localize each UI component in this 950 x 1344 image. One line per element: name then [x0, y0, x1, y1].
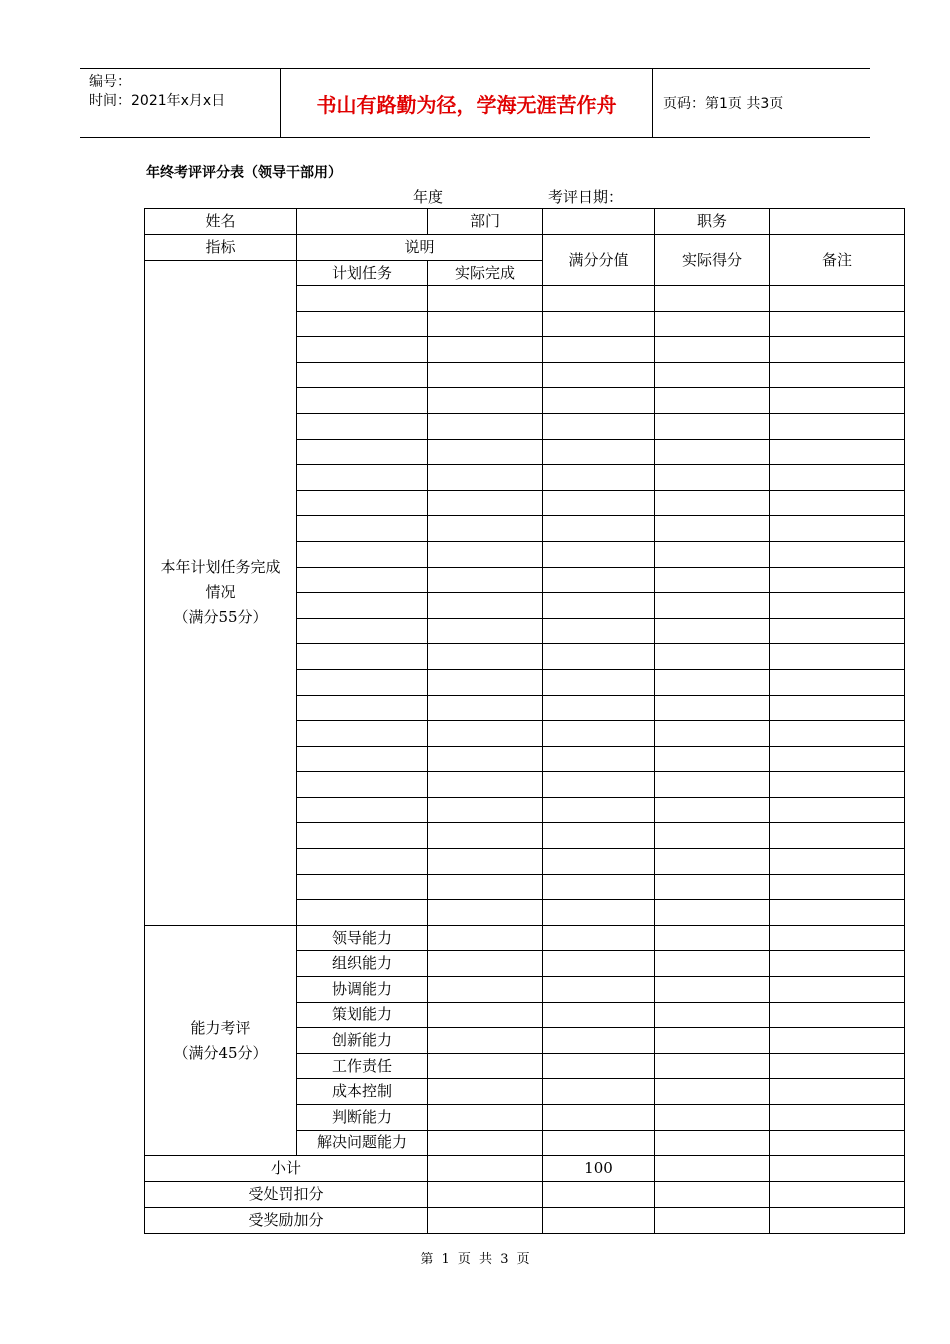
- ability-actual-cell[interactable]: [428, 1130, 543, 1156]
- remarks-cell[interactable]: [770, 516, 905, 542]
- ability-item-label: 策划能力: [297, 1002, 428, 1028]
- remarks-cell[interactable]: [770, 1053, 905, 1079]
- actual-score-cell[interactable]: [655, 337, 770, 363]
- plan-task-cell[interactable]: [297, 900, 428, 926]
- remarks-cell[interactable]: [770, 465, 905, 491]
- actual-score-cell[interactable]: [655, 1053, 770, 1079]
- position-input-cell[interactable]: [770, 209, 905, 235]
- table-row: [145, 925, 905, 951]
- plan-task-cell[interactable]: [297, 797, 428, 823]
- remarks-cell[interactable]: [770, 413, 905, 439]
- reward-max-score-cell[interactable]: [543, 1207, 655, 1233]
- plan-task-cell[interactable]: [297, 337, 428, 363]
- actual-score-cell[interactable]: [655, 618, 770, 644]
- reward-input-cell[interactable]: [428, 1207, 543, 1233]
- name-label: 姓名: [145, 209, 297, 235]
- actual-score-cell[interactable]: [655, 951, 770, 977]
- penalty-max-score-cell[interactable]: [543, 1181, 655, 1207]
- actual-score-cell[interactable]: [655, 439, 770, 465]
- plan-task-cell[interactable]: [297, 541, 428, 567]
- table-row: [145, 1181, 905, 1207]
- remarks-cell[interactable]: [770, 669, 905, 695]
- actual-score-cell[interactable]: [655, 1079, 770, 1105]
- subtotal-input-cell[interactable]: [428, 1156, 543, 1182]
- reward-label: 受奖励加分: [145, 1207, 428, 1233]
- actual-score-cell[interactable]: [655, 593, 770, 619]
- ability-actual-cell[interactable]: [428, 1105, 543, 1131]
- max-score-cell[interactable]: [543, 516, 655, 542]
- remarks-cell[interactable]: [770, 746, 905, 772]
- actual-done-cell[interactable]: [428, 695, 543, 721]
- actual-score-cell[interactable]: [655, 1105, 770, 1131]
- dept-label: 部门: [428, 209, 543, 235]
- header-page-info: 页码：第1页 共3页: [663, 96, 784, 112]
- actual-done-cell[interactable]: [428, 746, 543, 772]
- remarks-cell[interactable]: [770, 618, 905, 644]
- actual-done-cell[interactable]: [428, 567, 543, 593]
- remarks-cell[interactable]: [770, 362, 905, 388]
- remarks-cell[interactable]: [770, 900, 905, 926]
- actual-score-header: 实际得分: [655, 235, 770, 286]
- actual-done-cell[interactable]: [428, 362, 543, 388]
- max-score-cell[interactable]: [543, 413, 655, 439]
- penalty-input-cell[interactable]: [428, 1181, 543, 1207]
- remarks-cell[interactable]: [770, 1079, 905, 1105]
- actual-score-cell[interactable]: [655, 516, 770, 542]
- actual-done-cell[interactable]: [428, 618, 543, 644]
- plan-task-cell[interactable]: [297, 490, 428, 516]
- ability-item-label: 成本控制: [297, 1079, 428, 1105]
- subtotal-max-score: 100: [543, 1156, 655, 1182]
- actual-done-cell[interactable]: [428, 388, 543, 414]
- max-score-cell[interactable]: [543, 618, 655, 644]
- max-score-cell[interactable]: [543, 1002, 655, 1028]
- max-score-cell[interactable]: [543, 951, 655, 977]
- plan-task-cell[interactable]: [297, 721, 428, 747]
- actual-done-cell[interactable]: [428, 413, 543, 439]
- actual-score-cell[interactable]: [655, 874, 770, 900]
- actual-score-cell[interactable]: [655, 541, 770, 567]
- year-label: 年度: [413, 188, 444, 206]
- remarks-cell[interactable]: [770, 772, 905, 798]
- plan-task-cell[interactable]: [297, 465, 428, 491]
- remarks-cell[interactable]: [770, 721, 905, 747]
- max-score-cell[interactable]: [543, 644, 655, 670]
- remarks-cell[interactable]: [770, 1105, 905, 1131]
- description-header: 说明: [297, 235, 543, 261]
- remarks-cell[interactable]: [770, 541, 905, 567]
- actual-score-cell[interactable]: [655, 1130, 770, 1156]
- page-header: [80, 68, 870, 138]
- actual-score-cell[interactable]: [655, 695, 770, 721]
- max-score-cell[interactable]: [543, 1028, 655, 1054]
- plan-task-cell[interactable]: [297, 593, 428, 619]
- plan-task-cell[interactable]: [297, 388, 428, 414]
- actual-done-cell[interactable]: [428, 311, 543, 337]
- max-score-cell[interactable]: [543, 388, 655, 414]
- ability-actual-cell[interactable]: [428, 1079, 543, 1105]
- actual-score-cell[interactable]: [655, 286, 770, 312]
- actual-done-cell[interactable]: [428, 797, 543, 823]
- actual-score-cell[interactable]: [655, 1028, 770, 1054]
- actual-score-cell[interactable]: [655, 849, 770, 875]
- ability-item-label: 创新能力: [297, 1028, 428, 1054]
- actual-done-cell[interactable]: [428, 465, 543, 491]
- name-input-cell[interactable]: [297, 209, 428, 235]
- actual-score-cell[interactable]: [655, 900, 770, 926]
- section-plan-label: [145, 261, 297, 926]
- header-meta: [80, 69, 281, 137]
- actual-score-cell[interactable]: [655, 669, 770, 695]
- remarks-cell[interactable]: [770, 490, 905, 516]
- plan-task-cell[interactable]: [297, 874, 428, 900]
- max-score-cell[interactable]: [543, 900, 655, 926]
- actual-score-cell[interactable]: [655, 644, 770, 670]
- actual-score-cell[interactable]: [655, 388, 770, 414]
- remarks-cell[interactable]: [770, 388, 905, 414]
- dept-input-cell[interactable]: [543, 209, 655, 235]
- section-ability-line1: 能力考评: [190, 1018, 251, 1037]
- actual-done-cell[interactable]: [428, 900, 543, 926]
- max-score-cell[interactable]: [543, 1130, 655, 1156]
- remarks-cell[interactable]: [770, 695, 905, 721]
- remarks-cell[interactable]: [770, 311, 905, 337]
- actual-done-cell[interactable]: [428, 337, 543, 363]
- remarks-cell[interactable]: [770, 439, 905, 465]
- indicator-header: 指标: [145, 235, 297, 261]
- plan-task-cell[interactable]: [297, 772, 428, 798]
- max-score-cell[interactable]: [543, 541, 655, 567]
- ability-actual-cell[interactable]: [428, 1002, 543, 1028]
- remarks-cell[interactable]: [770, 286, 905, 312]
- max-score-cell[interactable]: [543, 490, 655, 516]
- ability-item-label: 解决问题能力: [297, 1130, 428, 1156]
- max-score-cell[interactable]: [543, 977, 655, 1003]
- plan-task-cell[interactable]: [297, 618, 428, 644]
- max-score-cell[interactable]: [543, 1105, 655, 1131]
- actual-score-cell[interactable]: [655, 362, 770, 388]
- remarks-cell[interactable]: [770, 951, 905, 977]
- page-footer: 第 1 页 共 3 页: [420, 1252, 530, 1267]
- actual-score-cell[interactable]: [655, 977, 770, 1003]
- actual-done-cell[interactable]: [428, 286, 543, 312]
- actual-score-cell[interactable]: [655, 465, 770, 491]
- penalty-label: 受处罚扣分: [145, 1181, 428, 1207]
- max-score-cell[interactable]: [543, 286, 655, 312]
- remarks-cell[interactable]: [770, 849, 905, 875]
- reward-remarks-cell[interactable]: [770, 1207, 905, 1233]
- table-row: [145, 209, 905, 235]
- plan-task-cell[interactable]: [297, 439, 428, 465]
- max-score-cell[interactable]: [543, 823, 655, 849]
- remarks-cell[interactable]: [770, 567, 905, 593]
- actual-done-cell[interactable]: [428, 644, 543, 670]
- plan-task-cell[interactable]: [297, 823, 428, 849]
- max-score-cell[interactable]: [543, 465, 655, 491]
- remarks-cell[interactable]: [770, 797, 905, 823]
- remarks-cell[interactable]: [770, 337, 905, 363]
- max-score-cell[interactable]: [543, 874, 655, 900]
- plan-task-cell[interactable]: [297, 567, 428, 593]
- max-score-cell[interactable]: [543, 337, 655, 363]
- ability-item-label: 组织能力: [297, 951, 428, 977]
- actual-score-cell[interactable]: [655, 925, 770, 951]
- remarks-cell[interactable]: [770, 593, 905, 619]
- max-score-cell[interactable]: [543, 439, 655, 465]
- evaluation-table: [144, 208, 905, 1234]
- section-plan-line2: 情况: [205, 583, 236, 602]
- ability-actual-cell[interactable]: [428, 951, 543, 977]
- plan-task-cell[interactable]: [297, 362, 428, 388]
- actual-done-cell[interactable]: [428, 721, 543, 747]
- ability-item-label: 协调能力: [297, 977, 428, 1003]
- remarks-header: 备注: [770, 235, 905, 286]
- actual-score-cell[interactable]: [655, 567, 770, 593]
- plan-task-cell[interactable]: [297, 413, 428, 439]
- remarks-cell[interactable]: [770, 1002, 905, 1028]
- ability-actual-cell[interactable]: [428, 977, 543, 1003]
- table-row: [145, 235, 905, 261]
- remarks-cell[interactable]: [770, 1130, 905, 1156]
- section-plan-line1: 本年计划任务完成: [160, 558, 281, 577]
- actual-score-cell[interactable]: [655, 721, 770, 747]
- section-plan-line3: （满分55分）: [173, 608, 268, 627]
- subtotal-label: 小计: [145, 1156, 428, 1182]
- max-score-cell[interactable]: [543, 849, 655, 875]
- max-score-cell[interactable]: [543, 593, 655, 619]
- max-score-cell[interactable]: [543, 311, 655, 337]
- actual-done-cell[interactable]: [428, 541, 543, 567]
- ability-item-label: 判断能力: [297, 1105, 428, 1131]
- max-score-cell[interactable]: [543, 567, 655, 593]
- section-ability-line2: （满分45分）: [173, 1043, 268, 1062]
- max-score-cell[interactable]: [543, 772, 655, 798]
- max-score-cell[interactable]: [543, 746, 655, 772]
- plan-task-cell[interactable]: [297, 695, 428, 721]
- max-score-cell[interactable]: [543, 925, 655, 951]
- actual-done-header: 实际完成: [428, 261, 543, 286]
- plan-task-cell[interactable]: [297, 311, 428, 337]
- remarks-cell[interactable]: [770, 925, 905, 951]
- actual-done-cell[interactable]: [428, 669, 543, 695]
- remarks-cell[interactable]: [770, 874, 905, 900]
- actual-score-cell[interactable]: [655, 490, 770, 516]
- max-score-cell[interactable]: [543, 797, 655, 823]
- actual-done-cell[interactable]: [428, 439, 543, 465]
- ability-item-label: 工作责任: [297, 1053, 428, 1079]
- section-ability-label: [145, 925, 297, 1155]
- actual-score-cell[interactable]: [655, 1002, 770, 1028]
- plan-task-cell[interactable]: [297, 669, 428, 695]
- actual-done-cell[interactable]: [428, 490, 543, 516]
- actual-done-cell[interactable]: [428, 772, 543, 798]
- plan-task-cell[interactable]: [297, 644, 428, 670]
- actual-done-cell[interactable]: [428, 874, 543, 900]
- table-row: [145, 1156, 905, 1182]
- remarks-cell[interactable]: [770, 1028, 905, 1054]
- ability-item-label: 领导能力: [297, 925, 428, 951]
- actual-done-cell[interactable]: [428, 593, 543, 619]
- penalty-actual-score-cell[interactable]: [655, 1181, 770, 1207]
- document-number-label: 编号：: [89, 74, 131, 90]
- plan-task-cell[interactable]: [297, 286, 428, 312]
- document-date: 时间：2021年x月x日: [89, 93, 226, 109]
- plan-task-header: 计划任务: [297, 261, 428, 286]
- ability-actual-cell[interactable]: [428, 1053, 543, 1079]
- subtotal-remarks-cell[interactable]: [770, 1156, 905, 1182]
- penalty-remarks-cell[interactable]: [770, 1181, 905, 1207]
- actual-done-cell[interactable]: [428, 823, 543, 849]
- position-label: 职务: [655, 209, 770, 235]
- form-title: 年终考评评分表（领导干部用）: [146, 165, 342, 181]
- remarks-cell[interactable]: [770, 823, 905, 849]
- reward-actual-score-cell[interactable]: [655, 1207, 770, 1233]
- plan-task-cell[interactable]: [297, 516, 428, 542]
- max-score-cell[interactable]: [543, 1053, 655, 1079]
- ability-actual-cell[interactable]: [428, 1028, 543, 1054]
- actual-done-cell[interactable]: [428, 849, 543, 875]
- ability-actual-cell[interactable]: [428, 925, 543, 951]
- max-score-cell[interactable]: [543, 695, 655, 721]
- subtotal-actual-score-cell[interactable]: [655, 1156, 770, 1182]
- actual-score-cell[interactable]: [655, 311, 770, 337]
- max-score-cell[interactable]: [543, 362, 655, 388]
- actual-score-cell[interactable]: [655, 823, 770, 849]
- actual-score-cell[interactable]: [655, 772, 770, 798]
- table-row: [145, 1207, 905, 1233]
- remarks-cell[interactable]: [770, 977, 905, 1003]
- evaluation-date-label: 考评日期：: [548, 188, 624, 206]
- max-score-header: 满分分值: [543, 235, 655, 286]
- actual-done-cell[interactable]: [428, 516, 543, 542]
- header-motto: 书山有路勤为径，学海无涯苦作舟: [281, 69, 653, 137]
- max-score-cell[interactable]: [543, 721, 655, 747]
- actual-score-cell[interactable]: [655, 746, 770, 772]
- remarks-cell[interactable]: [770, 644, 905, 670]
- actual-score-cell[interactable]: [655, 413, 770, 439]
- max-score-cell[interactable]: [543, 669, 655, 695]
- actual-score-cell[interactable]: [655, 797, 770, 823]
- plan-task-cell[interactable]: [297, 849, 428, 875]
- plan-task-cell[interactable]: [297, 746, 428, 772]
- max-score-cell[interactable]: [543, 1079, 655, 1105]
